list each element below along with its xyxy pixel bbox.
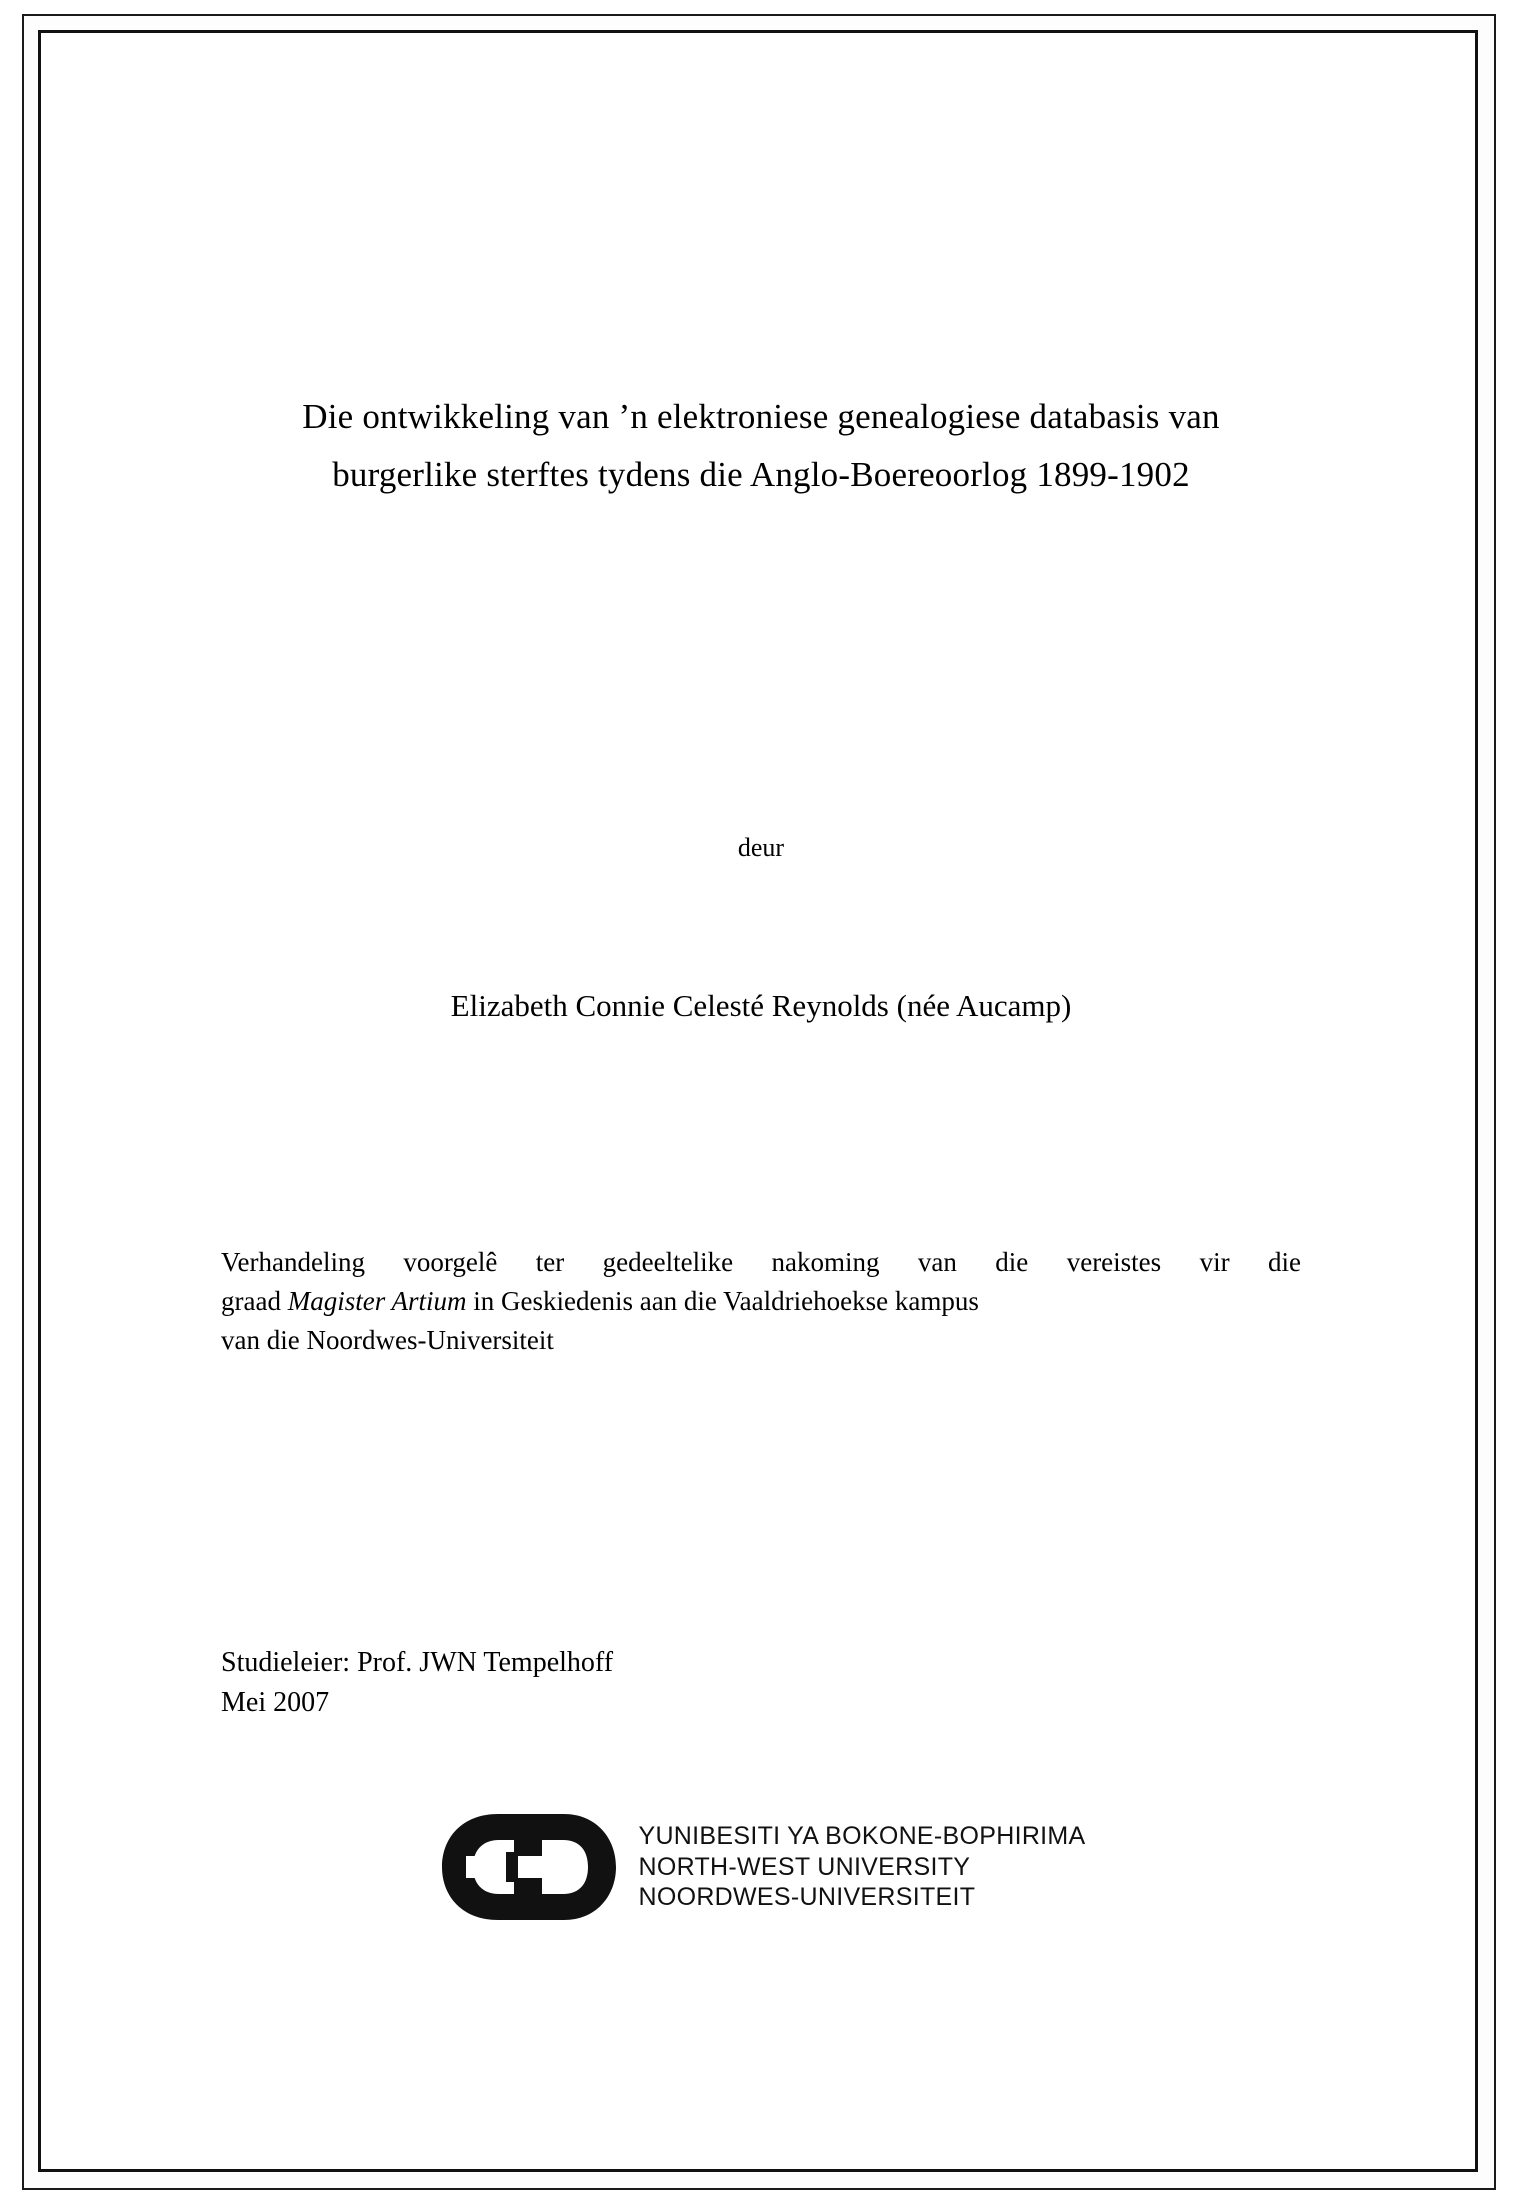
logo-text-line-1: YUNIBESITI YA BOKONE-BOPHIRIMA <box>638 1822 1086 1851</box>
statement-line-3: van die Noordwes-Universiteit <box>221 1325 554 1356</box>
supervisor-block <box>221 1643 1301 1723</box>
university-logo-text <box>638 1821 1085 1913</box>
degree-name: Magister Artium <box>287 1286 467 1317</box>
university-logo-block <box>191 1808 1331 1926</box>
author-name: Elizabeth Connie Celesté Reynolds (née Aucamp) <box>450 988 1072 1023</box>
logo-text-line-3: NOORDWES-UNIVERSITEIT <box>638 1883 976 1912</box>
supervisor-line: Studieleier: Prof. JWN Tempelhoff <box>221 1647 614 1678</box>
north-west-university-logo-icon <box>436 1808 626 1926</box>
by-word: deur <box>737 833 785 862</box>
degree-statement <box>221 1243 1301 1360</box>
statement-line-2 <box>221 1282 1301 1321</box>
title-page-content <box>191 33 1331 2169</box>
title-line-2: burgerlike sterftes tydens die Anglo-Boereoorlog 1899-1902 <box>332 454 1190 494</box>
logo-text-line-2: NORTH-WEST UNIVERSITY <box>638 1852 971 1881</box>
statement-line-2-prefix: graad <box>221 1286 288 1317</box>
page-title <box>191 388 1331 504</box>
date-line: Mei 2007 <box>221 1686 330 1718</box>
statement-line-1: Verhandeling voorgelê ter gedeeltelike nakoming van die vereistes vir die <box>221 1247 1301 1277</box>
title-page-frame <box>38 30 1478 2172</box>
title-line-1: Die ontwikkeling van ’n elektroniese genealogiese databasis van <box>302 397 1220 436</box>
statement-line-2-suffix: in Geskiedenis aan die Vaaldriehoekse kampus <box>466 1286 979 1317</box>
